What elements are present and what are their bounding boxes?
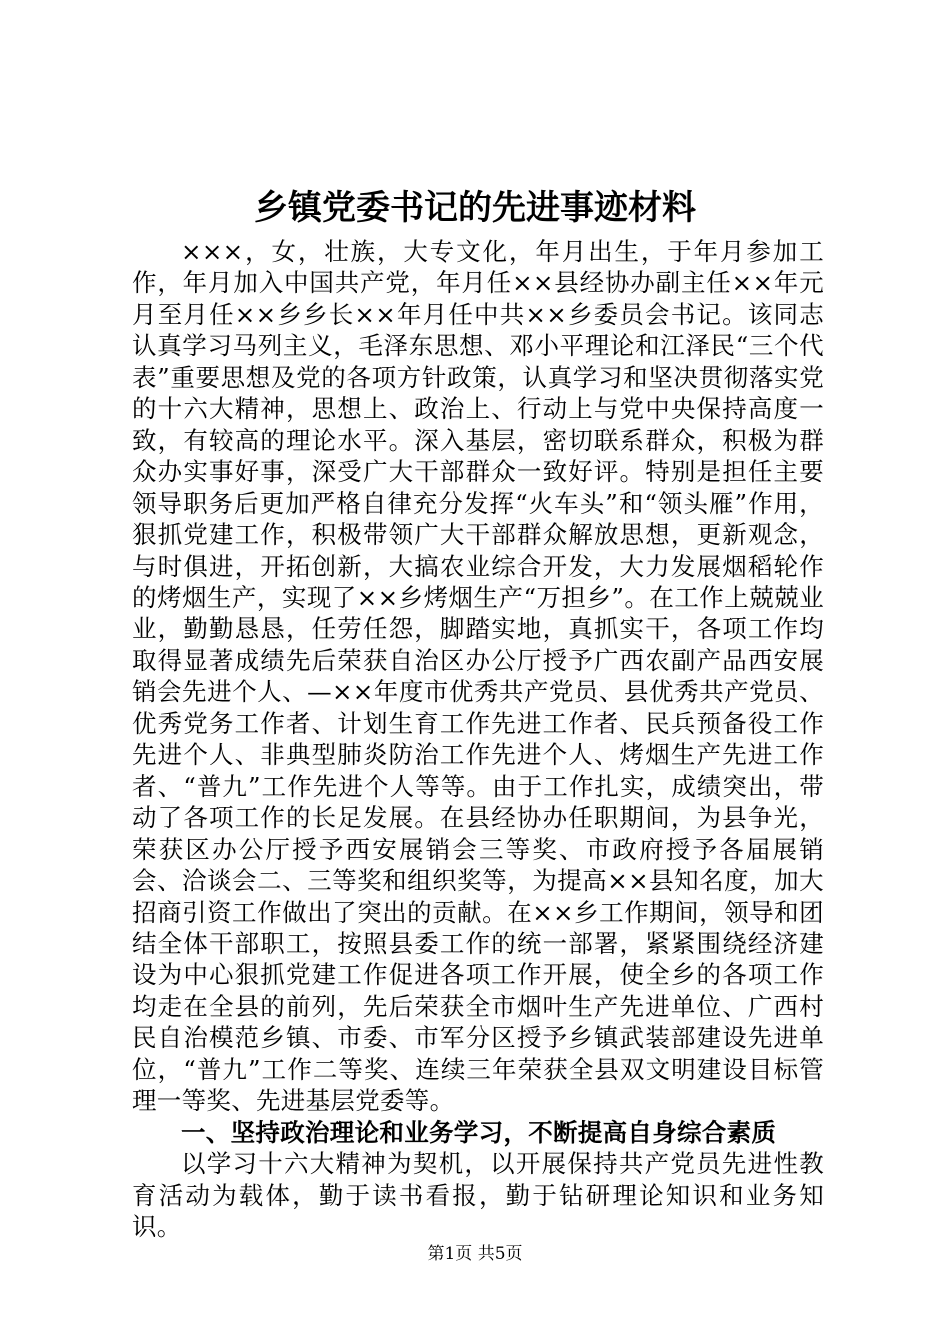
section-heading-1: 一、坚持政治理论和业务学习，不断提高自身综合素质	[181, 1117, 777, 1147]
document-body	[132, 236, 824, 1243]
section-paragraph-1: 以学习十六大精神为契机，以开展保持共产党员先进性教育活动为载体，勤于读书看报，勤于钻研理论知识和业务知识。	[132, 1149, 824, 1242]
page-number-footer: 第1页 共5页	[427, 1244, 523, 1264]
document-title: 乡镇党委书记的先进事迹材料	[254, 188, 696, 228]
body-paragraph-1: ×××，女，壮族，大专文化，年月出生，于年月参加工作，年月加入中国共产党，年月任××县经协办副主任××年元月至月任××乡乡长××年月任中共××乡委员会书记。该同志认真学习马列主义，毛泽东思想、邓小平理论和江泽民“三个代表”重要思想及党的各项方针政策，认真学习和坚决贯彻落实党的十六大精神，思想上、政治上、行动上与党中央保持高度一致，有较高的理论水平。深入基层，密切联系群众，积极为群众办实事好事，深受广大干部群众一致好评。特别是担任主要领导职务后更加严格自律充分发挥“火车头”和“领头雁”作用，狠抓党建工作，积极带领广大干部群众解放思想，更新观念，与时俱进，开拓创新，大搞农业综合开发，大力发展烟稻轮作的烤烟生产，实现了××乡烤烟生产“万担乡”。在工作上兢兢业业，勤勤恳恳，任劳任怨，脚踏实地，真抓实干，各项工作均取得显著成绩先后荣获自治区办公厅授予广西农副产品西安展销会先进个人、—××年度市优秀共产党员、县优秀共产党员、优秀党务工作者、计划生育工作先进工作者、民兵预备役工作先进个人、非典型肺炎防治工作先进个人、烤烟生产先进工作者、“普九”工作先进个人等等。由于工作扎实，成绩突出，带动了各项工作的长足发展。在县经协办任职期间，为县争光，荣获区办公厅授予西安展销会三等奖、市政府授予各届展销会、洽谈会二、三等奖和组织奖等，为提高××县知名度，加大招商引资工作做出了突出的贡献。在××乡工作期间，领导和团结全体干部职工，按照县委工作的统一部署，紧紧围绕经济建设为中心狠抓党建工作促进各项工作开展，使全乡的各项工作均走在全县的前列，先后荣获全市烟叶生产先进单位、广西村民自治模范乡镇、市委、市军分区授予乡镇武装部建设先进单位，“普九”工作二等奖、连续三年荣获全县双文明建设目标管理一等奖、先进基层党委等。	[132, 237, 824, 1116]
